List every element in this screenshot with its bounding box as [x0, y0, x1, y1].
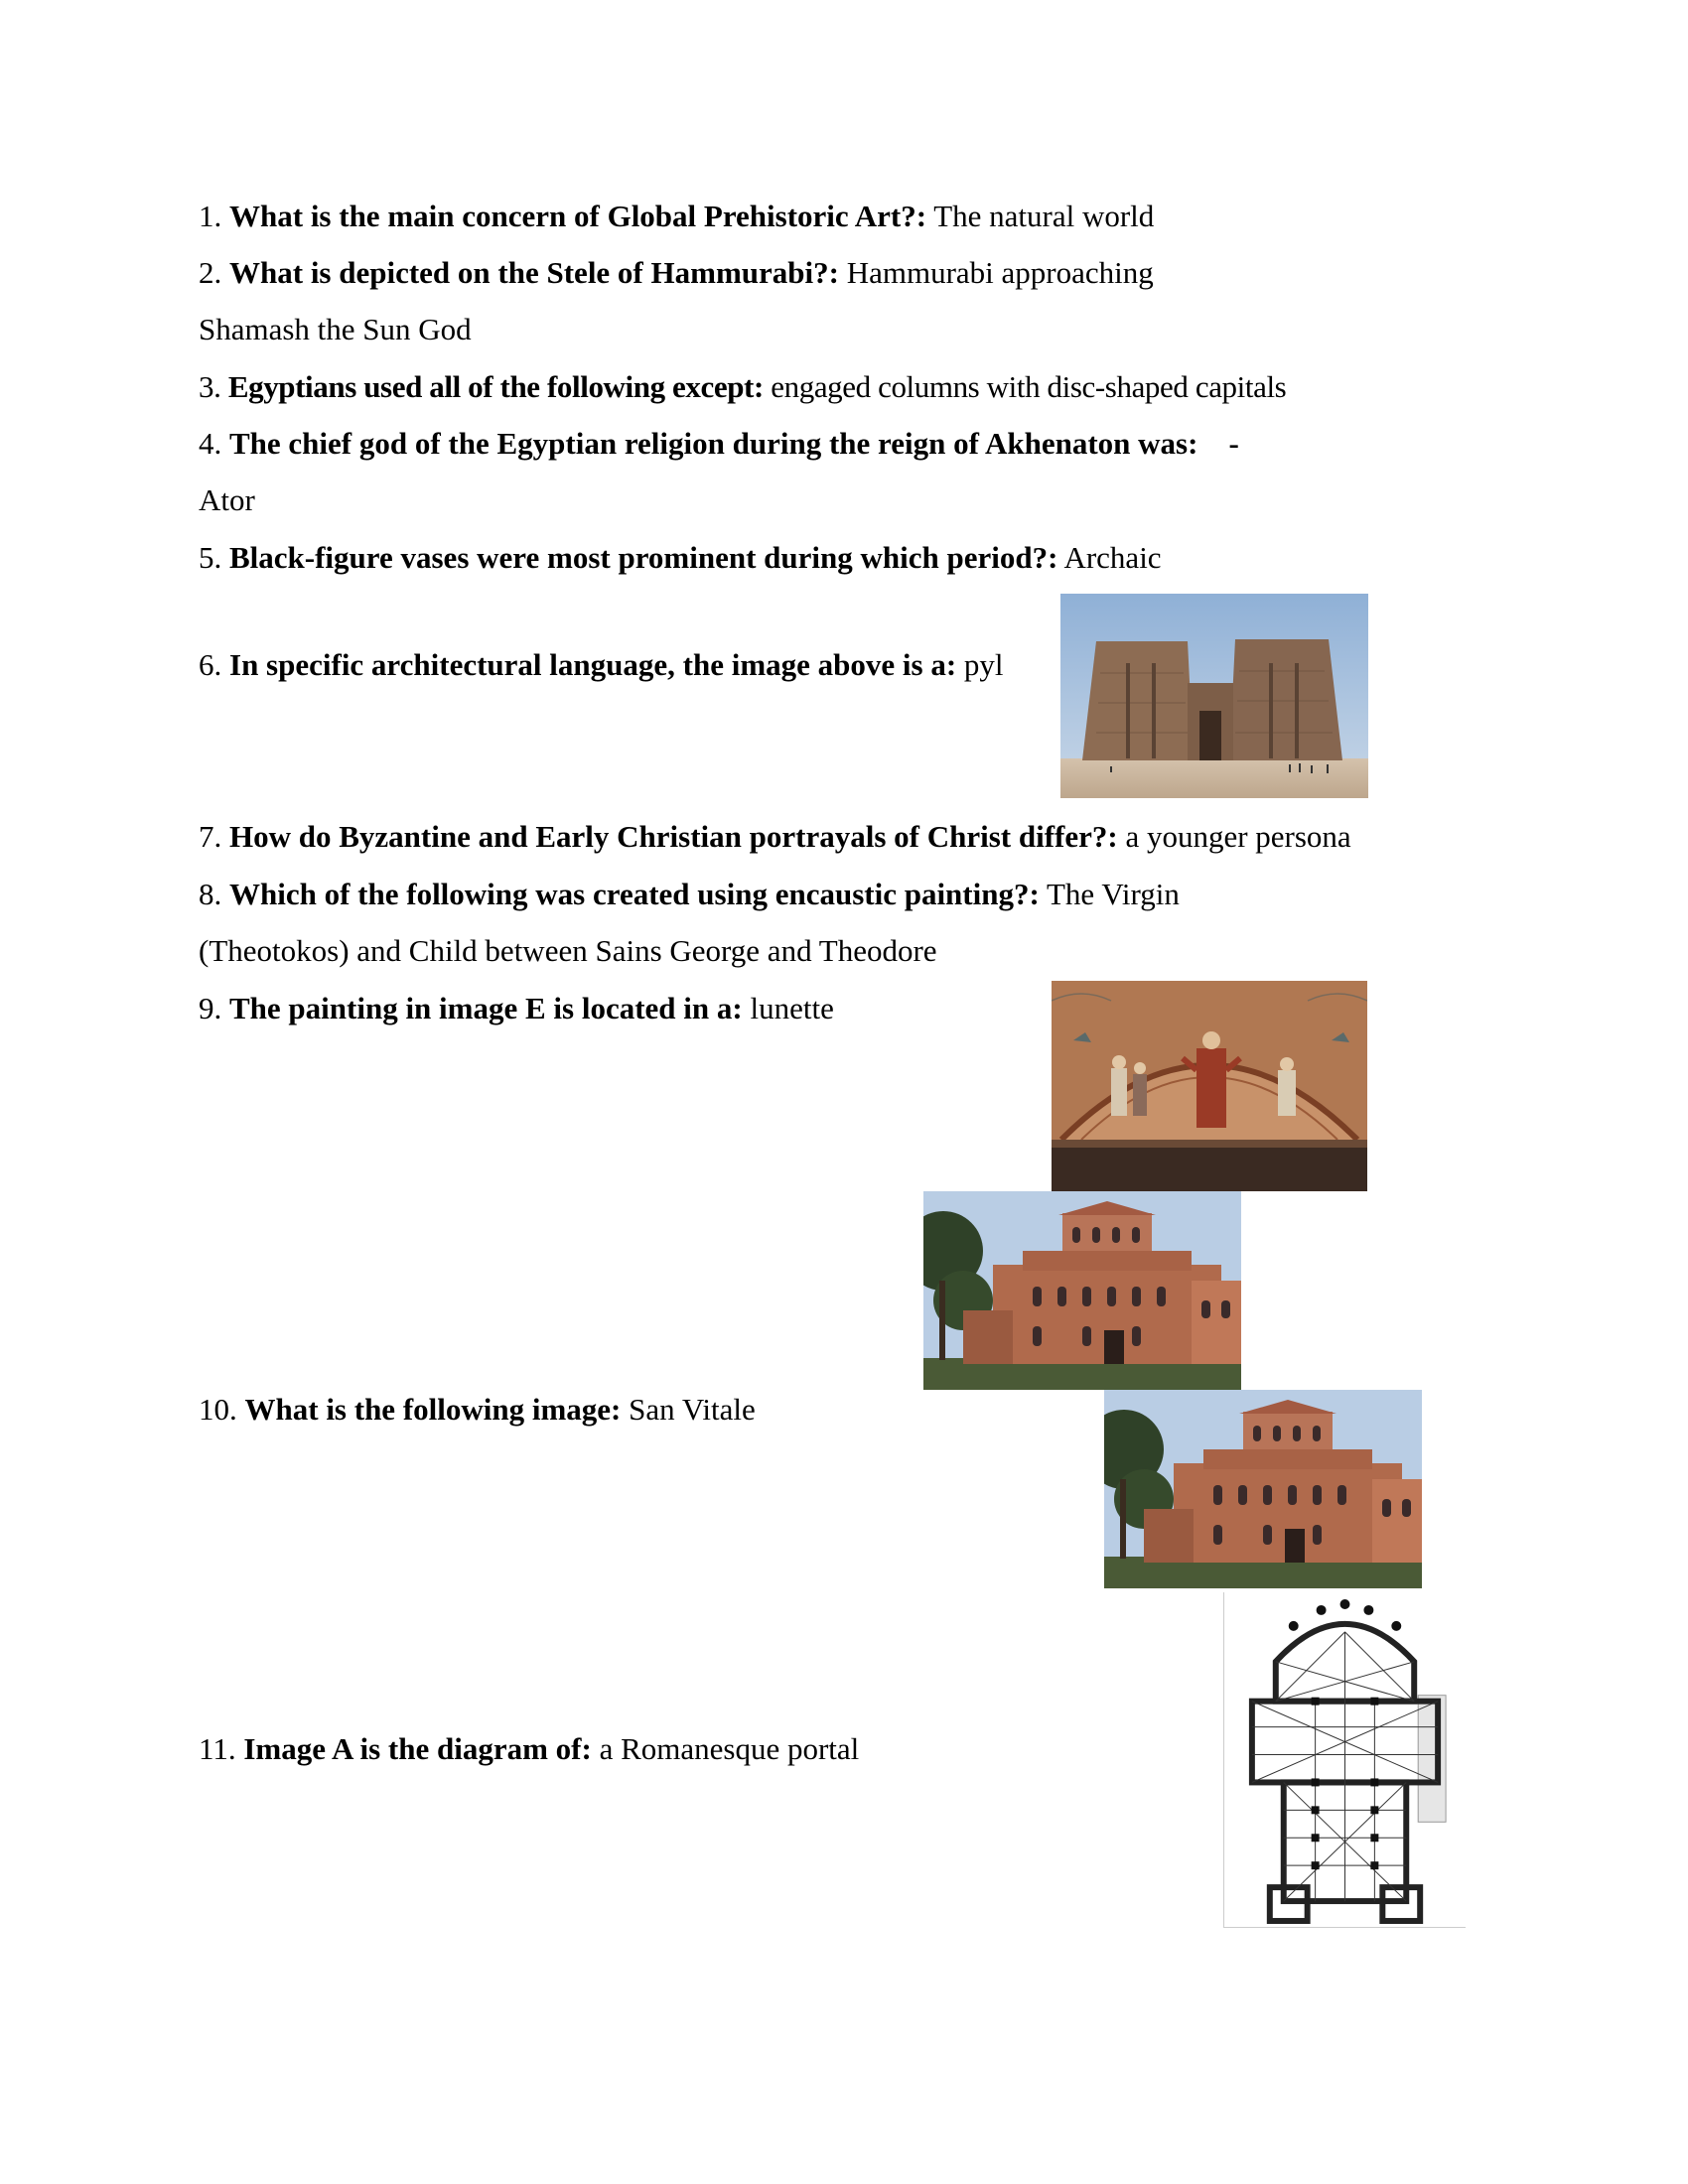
question-3 [199, 367, 1286, 407]
question-text: Which of the following was created using encaustic painting?: [229, 877, 1040, 911]
question-number: 8. [199, 877, 229, 911]
question-text: The painting in image E is located in a: [229, 991, 743, 1025]
answer-text: engaged columns with disc-shaped capitals [763, 369, 1287, 404]
question-text: What is depicted on the Stele of Hammurabi?: [229, 255, 839, 290]
question-number: 11. [199, 1731, 244, 1766]
question-text: Black-figure vases were most prominent during which period?: [229, 540, 1058, 575]
question-5 [199, 538, 1162, 578]
answer-continuation [199, 931, 937, 971]
question-number: 3. [199, 369, 228, 404]
temple-pylon-image [1060, 594, 1368, 798]
question-11 [199, 1729, 859, 1769]
question-number: 2. [199, 255, 229, 290]
church-floor-plan-diagram [1223, 1592, 1466, 1928]
question-text: What is the main concern of Global Prehistoric Art?: [229, 199, 927, 233]
answer-text: a Romanesque portal [591, 1731, 860, 1766]
question-number: 1. [199, 199, 229, 233]
question-6 [199, 645, 1004, 685]
answer-text: Shamash the Sun God [199, 312, 472, 346]
question-8 [199, 875, 1180, 914]
question-text: Egyptians used all of the following except: [227, 369, 764, 404]
question-text: What is the following image: [244, 1392, 622, 1427]
san-vitale-image-bottom [1104, 1390, 1422, 1588]
answer-text: Ator [199, 482, 255, 517]
answer-text: lunette [742, 991, 834, 1025]
question-number: 10. [199, 1392, 245, 1427]
question-text: Image A is the diagram of: [243, 1731, 592, 1766]
answer-text: San Vitale [621, 1392, 756, 1427]
question-text: How do Byzantine and Early Christian portrayals of Christ differ?: [229, 819, 1118, 854]
answer-continuation [199, 480, 255, 520]
answer-text: The natural world [926, 199, 1155, 233]
san-vitale-image-top [923, 1191, 1241, 1390]
answer-text: pyl [956, 647, 1004, 682]
answer-text: Archaic [1057, 540, 1162, 575]
question-4 [199, 424, 1239, 464]
question-2 [199, 253, 1154, 293]
answer-text: a younger persona [1117, 819, 1351, 854]
lunette-fresco-image [1052, 981, 1367, 1191]
question-text: In specific architectural language, the image above is a: [229, 647, 957, 682]
question-7 [199, 817, 1351, 857]
question-1 [199, 197, 1154, 236]
answer-text: Hammurabi approaching [838, 255, 1154, 290]
question-number: 7. [199, 819, 229, 854]
question-9 [199, 989, 834, 1028]
answer-continuation [199, 310, 472, 349]
question-number: 6. [199, 647, 229, 682]
answer-text: (Theotokos) and Child between Sains George and Theodore [199, 933, 937, 968]
question-text: The chief god of the Egyptian religion during the reign of Akhenaton was: - [229, 426, 1239, 461]
question-number: 5. [199, 540, 229, 575]
answer-text: The Virgin [1039, 877, 1180, 911]
question-10 [199, 1390, 756, 1430]
question-number: 9. [199, 991, 229, 1025]
question-number: 4. [199, 426, 229, 461]
